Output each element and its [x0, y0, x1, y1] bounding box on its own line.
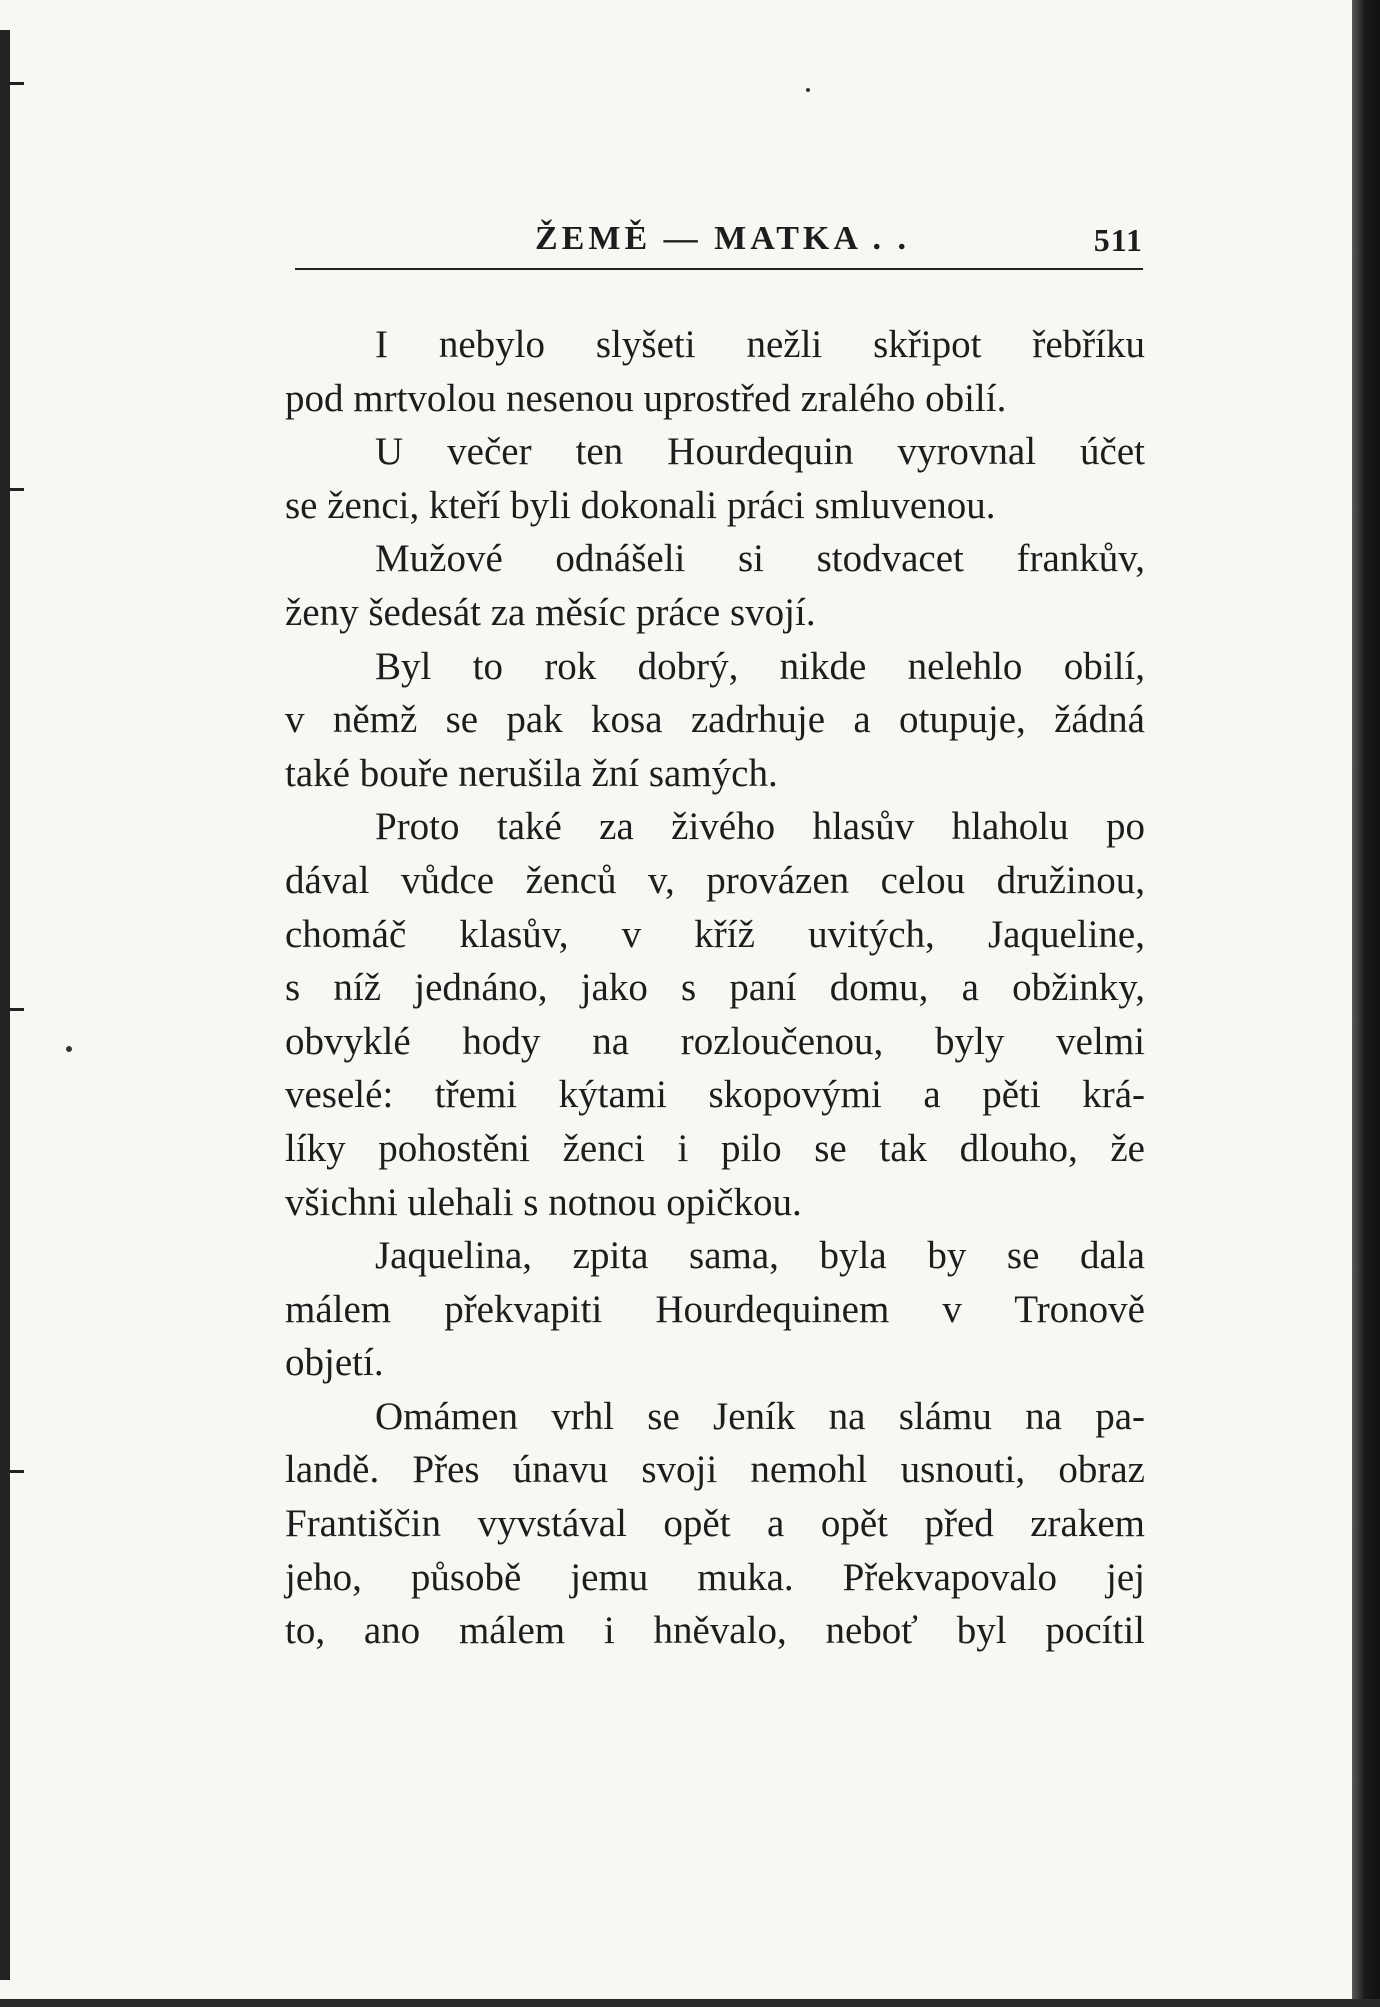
- binding-tick: [0, 1470, 24, 1473]
- text-line: I nebylo slyšeti nežli skřipot řebříku: [375, 323, 1145, 366]
- speck: [806, 88, 810, 92]
- text-line: jeho, působě jemu muka. Překvapovalo jej: [285, 1555, 1145, 1599]
- text-line: Mužové odnášeli si stodvacet frankův,: [375, 537, 1145, 581]
- text-line: Proto také za živého hlasův hlaholu po: [375, 805, 1145, 849]
- binding-tick: [0, 82, 24, 85]
- text-line: Františčin vyvstával opět a opět před zrakem: [285, 1502, 1145, 1546]
- text-line: všichni ulehali s notnou opičkou.: [285, 1180, 802, 1224]
- running-header: [295, 218, 1143, 270]
- running-title: ŽEMĚ — MATKA . .: [535, 220, 911, 257]
- page-right-edge: [1352, 0, 1380, 2007]
- speck: [66, 1046, 72, 1052]
- text-line: také bouře nerušila žní samých.: [285, 751, 778, 795]
- text-line: dával vůdce ženců v, provázen celou družinou,: [285, 858, 1145, 902]
- text-line: Omámen vrhl se Jeník na slámu na pa-: [375, 1394, 1145, 1438]
- text-line: Jaquelina, zpita sama, byla by se dala: [375, 1234, 1145, 1278]
- text-line: ženy šedesát za měsíc práce svojí.: [285, 590, 816, 634]
- binding-tick: [0, 1008, 24, 1011]
- page-binding-edge: [0, 30, 10, 1980]
- text-line: se ženci, kteří byli dokonali práci smluvenou.: [285, 483, 996, 527]
- text-line: líky pohostěni ženci i pilo se tak dlouho, že: [285, 1126, 1145, 1170]
- text-line: veselé: třemi kýtami skopovými a pěti krá-: [285, 1073, 1145, 1117]
- text-line: s níž jednáno, jako s paní domu, a obžinky,: [285, 966, 1145, 1010]
- binding-tick: [0, 488, 24, 491]
- text-line: málem překvapiti Hourdequinem v Tronově: [285, 1287, 1145, 1331]
- body-text: [285, 318, 1145, 1658]
- header-rule: [295, 268, 1143, 270]
- page-number: 511: [1093, 222, 1143, 258]
- text-line: landě. Přes únavu svoji nemohl usnouti, obraz: [285, 1448, 1145, 1492]
- text-line: v němž se pak kosa zadrhuje a otupuje, žádná: [285, 698, 1145, 742]
- text-line: U večer ten Hourdequin vyrovnal účet: [375, 430, 1145, 474]
- text-line: objetí.: [285, 1341, 384, 1385]
- text-line: Byl to rok dobrý, nikde nelehlo obilí,: [375, 644, 1145, 688]
- text-line: to, ano málem i hněvalo, neboť byl pocítil: [285, 1609, 1145, 1653]
- page-bottom-edge: [0, 1999, 1380, 2007]
- text-line: obvyklé hody na rozloučenou, byly velmi: [285, 1019, 1145, 1063]
- text-line: pod mrtvolou nesenou uprostřed zralého obilí.: [285, 376, 1007, 420]
- text-line: chomáč klasův, v kříž uvitých, Jaqueline,: [285, 912, 1145, 956]
